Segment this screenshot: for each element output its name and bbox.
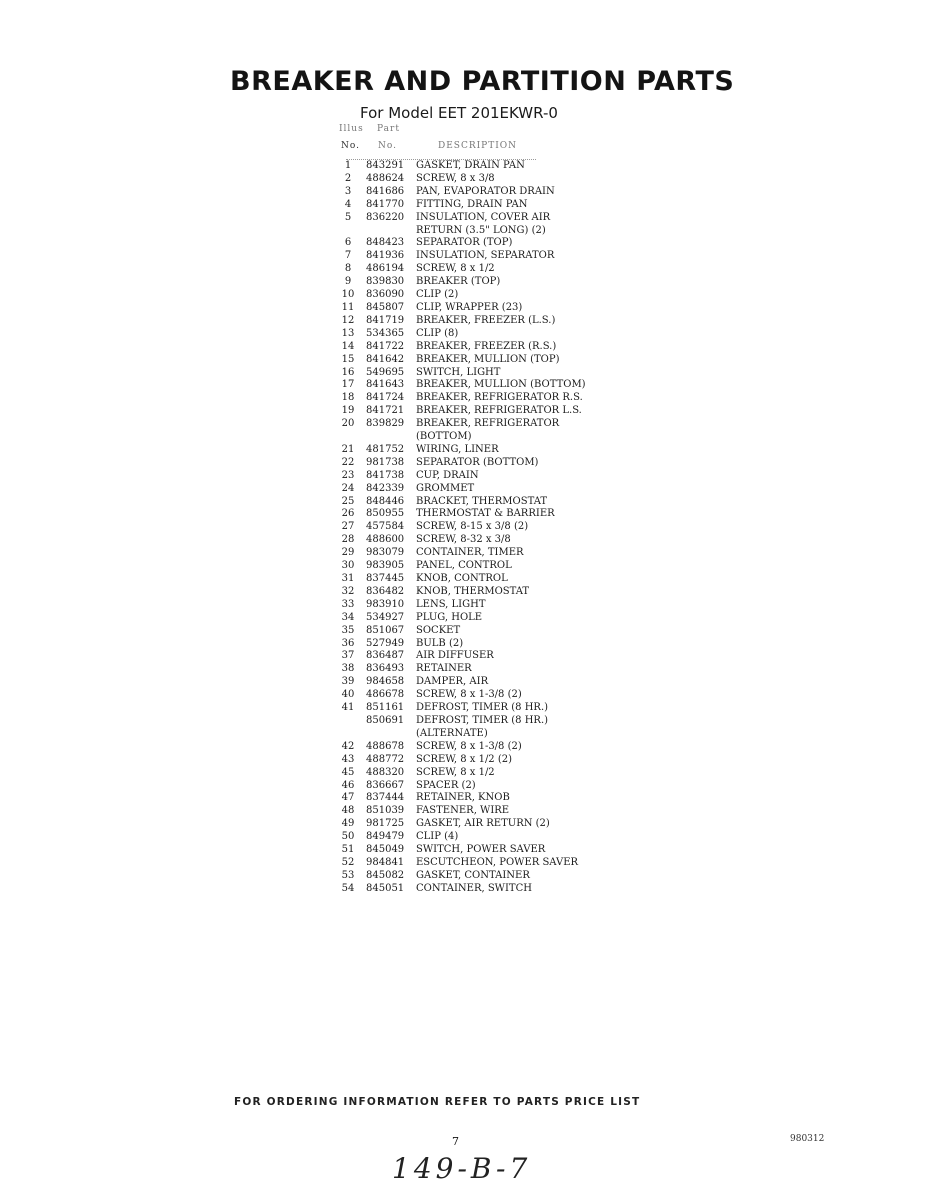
parts-row	[338, 457, 638, 470]
part-description: DAMPER, AIR	[416, 676, 489, 688]
illus-number: 4	[344, 198, 352, 210]
part-description: BREAKER, MULLION (BOTTOM)	[416, 379, 586, 391]
part-number: 841721	[366, 405, 405, 417]
part-description: KNOB, THERMOSTAT	[416, 585, 530, 597]
part-description: SEPARATOR (BOTTOM)	[416, 456, 539, 468]
part-description: CLIP (2)	[416, 289, 459, 301]
part-number: 486194	[366, 263, 405, 275]
part-number: 848446	[366, 495, 405, 507]
parts-row	[338, 883, 638, 896]
part-description: RETURN (3.5" LONG) (2)	[416, 224, 546, 236]
parts-row	[338, 483, 638, 496]
illus-number: 16	[341, 366, 355, 378]
part-number: 842339	[366, 482, 405, 494]
part-description: RETAINER, KNOB	[416, 792, 510, 804]
part-description: (BOTTOM)	[416, 431, 472, 443]
part-number: 836487	[366, 650, 405, 662]
illus-number: 8	[344, 263, 352, 275]
parts-row	[338, 715, 638, 728]
part-number: 488320	[366, 766, 405, 778]
parts-row	[338, 831, 638, 844]
part-number: 488772	[366, 753, 405, 765]
illus-number: 2	[344, 172, 352, 184]
illus-number: 45	[341, 766, 355, 778]
illus-number: 17	[341, 379, 355, 391]
part-description: BREAKER, REFRIGERATOR R.S.	[416, 392, 583, 404]
part-number: 850691	[366, 714, 405, 726]
parts-row	[338, 379, 638, 392]
part-number: 836667	[366, 779, 405, 791]
part-description: RETAINER	[416, 663, 472, 675]
document-number: 980312	[790, 1134, 825, 1144]
part-number: 849479	[366, 831, 405, 843]
handwritten-annotation: 149-B-7	[392, 1152, 532, 1185]
parts-row	[338, 212, 638, 225]
parts-row	[338, 560, 638, 573]
description-header: DESCRIPTION	[438, 141, 518, 151]
parts-row	[338, 418, 638, 431]
part-description: SCREW, 8-32 x 3/8	[416, 534, 511, 546]
parts-row	[338, 354, 638, 367]
illus-number: 34	[341, 611, 355, 623]
part-number: 841724	[366, 392, 405, 404]
part-description: DEFROST, TIMER (8 HR.)	[416, 714, 549, 726]
part-description: PLUG, HOLE	[416, 611, 483, 623]
parts-row	[338, 650, 638, 663]
illus-number: 24	[341, 482, 355, 494]
part-description: THERMOSTAT & BARRIER	[416, 508, 555, 520]
illus-number: 31	[341, 573, 355, 584]
illus-number: 10	[341, 289, 355, 301]
illus-number: 49	[341, 818, 355, 830]
parts-row	[338, 818, 638, 831]
illus-number: 20	[341, 418, 355, 430]
illus-number: 29	[341, 547, 355, 559]
part-description: ESCUTCHEON, POWER SAVER	[416, 856, 579, 868]
illus-number: 13	[341, 327, 355, 339]
illus-number	[338, 431, 358, 444]
parts-row	[338, 638, 638, 651]
illus-number: 12	[341, 314, 355, 326]
part-number: 843291	[366, 160, 405, 171]
model-subtitle: For Model EET 201EKWR-0	[360, 104, 558, 122]
parts-row	[338, 844, 638, 857]
parts-row	[338, 741, 638, 754]
part-description: DEFROST, TIMER (8 HR.)	[416, 702, 549, 714]
part-number: 841936	[366, 250, 405, 262]
part-description: BREAKER, REFRIGERATOR L.S.	[416, 405, 582, 417]
illus-number: 42	[341, 740, 355, 752]
parts-row	[338, 367, 638, 380]
part-number: 845807	[366, 301, 405, 313]
part-description: SPACER (2)	[416, 779, 476, 791]
part-number: 850955	[366, 508, 405, 520]
part-number: 549695	[366, 366, 405, 378]
part-number: 839829	[366, 418, 405, 430]
illus-number: 48	[341, 805, 355, 817]
illus-number: 39	[341, 676, 355, 688]
part-number: 837445	[366, 573, 405, 584]
parts-row	[338, 431, 638, 444]
part-description: SCREW, 8 x 1/2	[416, 766, 495, 778]
parts-row	[338, 754, 638, 767]
part-description: FITTING, DRAIN PAN	[416, 198, 528, 210]
parts-row	[338, 689, 638, 702]
parts-row	[338, 573, 638, 586]
parts-row	[338, 237, 638, 250]
part-number: 488678	[366, 740, 405, 752]
parts-row	[338, 496, 638, 509]
illus-number: 15	[341, 353, 355, 365]
parts-row	[338, 199, 638, 212]
parts-row	[338, 341, 638, 354]
illus-number: 18	[341, 392, 355, 404]
illus-number	[338, 715, 358, 728]
part-number: 841642	[366, 353, 405, 365]
part-number	[358, 225, 416, 238]
illus-number: 9	[344, 276, 352, 288]
illus-number: 7	[344, 250, 352, 262]
part-number: 851161	[366, 702, 405, 714]
parts-row	[338, 676, 638, 689]
illus-number: 1	[344, 160, 352, 171]
illus-number	[338, 728, 358, 741]
part-description: CLIP (8)	[416, 327, 459, 339]
part-number: 488600	[366, 534, 405, 546]
part-description: SCREW, 8 x 3/8	[416, 172, 495, 184]
parts-row	[338, 702, 638, 715]
parts-row	[338, 289, 638, 302]
part-description: GASKET, CONTAINER	[416, 869, 530, 881]
part-number: 845082	[366, 869, 405, 881]
part-description: SCREW, 8 x 1/2	[416, 263, 495, 275]
illus-number	[338, 225, 358, 238]
part-number: 845051	[366, 882, 405, 894]
part-number: 839830	[366, 276, 405, 288]
part-description: SWITCH, LIGHT	[416, 366, 501, 378]
illus-number: 21	[341, 443, 355, 455]
part-number: 848423	[366, 237, 405, 249]
part-number: 984841	[366, 856, 405, 868]
illus-number: 14	[341, 340, 355, 352]
part-number: 851067	[366, 624, 405, 636]
parts-row	[338, 586, 638, 599]
parts-row	[338, 625, 638, 638]
illus-number: 53	[341, 869, 355, 881]
part-number: 983910	[366, 598, 405, 610]
part-number: 841643	[366, 379, 405, 391]
part-description: WIRING, LINER	[416, 443, 499, 455]
part-number: 534365	[366, 327, 405, 339]
part-number: 984658	[366, 676, 405, 688]
parts-row	[338, 225, 638, 238]
parts-row	[338, 792, 638, 805]
parts-row	[338, 780, 638, 793]
part-number: 983905	[366, 560, 405, 572]
parts-row	[338, 470, 638, 483]
part-description: GASKET, AIR RETURN (2)	[416, 818, 550, 830]
part-number: 836493	[366, 663, 405, 675]
parts-row	[338, 521, 638, 534]
illus-number: 51	[341, 844, 355, 856]
part-number: 845049	[366, 844, 405, 856]
parts-row	[338, 805, 638, 818]
part-description: BREAKER (TOP)	[416, 276, 501, 288]
part-description: SCREW, 8 x 1-3/8 (2)	[416, 689, 522, 701]
part-number: 851039	[366, 805, 405, 817]
part-number: 527949	[366, 637, 405, 649]
part-header-line1: Part	[377, 124, 400, 134]
parts-row	[338, 276, 638, 289]
part-number: 457584	[366, 521, 405, 533]
illus-number: 19	[341, 405, 355, 417]
illus-number: 50	[341, 831, 355, 843]
part-number: 841722	[366, 340, 405, 352]
part-description: SCREW, 8 x 1-3/8 (2)	[416, 740, 522, 752]
illus-number: 40	[341, 689, 355, 701]
parts-row	[338, 870, 638, 883]
parts-row	[338, 160, 638, 173]
part-number: 836220	[366, 211, 405, 223]
illus-number: 36	[341, 637, 355, 649]
parts-row	[338, 302, 638, 315]
illus-number: 5	[344, 211, 352, 223]
part-description: CLIP, WRAPPER (23)	[416, 301, 523, 313]
ordering-footer: FOR ORDERING INFORMATION REFER TO PARTS PRICE LIST	[234, 1096, 641, 1108]
part-number: 841719	[366, 314, 405, 326]
part-description: SWITCH, POWER SAVER	[416, 844, 546, 856]
illus-number: 22	[341, 456, 355, 468]
part-number: 841770	[366, 198, 405, 210]
illus-number: 52	[341, 856, 355, 868]
part-description: (ALTERNATE)	[416, 727, 488, 739]
illus-number: 26	[341, 508, 355, 520]
parts-row	[338, 612, 638, 625]
part-number: 488624	[366, 172, 405, 184]
illus-number: 54	[341, 882, 355, 894]
part-description: INSULATION, SEPARATOR	[416, 250, 555, 262]
part-description: BREAKER, REFRIGERATOR	[416, 418, 560, 430]
part-description: FASTENER, WIRE	[416, 805, 510, 817]
illus-number: 38	[341, 663, 355, 675]
parts-row	[338, 663, 638, 676]
part-description: PAN, EVAPORATOR DRAIN	[416, 185, 555, 197]
part-number: 836090	[366, 289, 405, 301]
part-number: 486678	[366, 689, 405, 701]
page-title: BREAKER AND PARTITION PARTS	[230, 66, 735, 97]
part-description: CONTAINER, TIMER	[416, 547, 524, 559]
parts-row	[338, 392, 638, 405]
parts-row	[338, 444, 638, 457]
illus-number: 37	[341, 650, 355, 662]
part-number: 983079	[366, 547, 405, 559]
parts-row	[338, 547, 638, 560]
part-description: BULB (2)	[416, 637, 464, 649]
part-description: CLIP (4)	[416, 831, 459, 843]
part-description: SOCKET	[416, 624, 461, 636]
parts-row	[338, 315, 638, 328]
part-number	[358, 728, 416, 741]
part-description: SEPARATOR (TOP)	[416, 237, 513, 249]
part-description: AIR DIFFUSER	[416, 650, 494, 662]
parts-row	[338, 857, 638, 870]
part-number: 841738	[366, 469, 405, 481]
parts-list	[338, 160, 638, 896]
illus-number: 33	[341, 598, 355, 610]
illus-number: 11	[341, 301, 355, 313]
part-number	[358, 431, 416, 444]
part-description: BREAKER, FREEZER (R.S.)	[416, 340, 557, 352]
parts-row	[338, 508, 638, 521]
illus-number: 43	[341, 753, 355, 765]
illus-number: 32	[341, 585, 355, 597]
part-number: 836482	[366, 585, 405, 597]
parts-row	[338, 250, 638, 263]
parts-row	[338, 263, 638, 276]
parts-row	[338, 534, 638, 547]
parts-row	[338, 728, 638, 741]
illus-number: 46	[341, 779, 355, 791]
part-number: 481752	[366, 443, 405, 455]
parts-row	[338, 405, 638, 418]
part-header-line2: No.	[378, 141, 397, 151]
illus-number: 35	[341, 624, 355, 636]
parts-row	[338, 186, 638, 199]
parts-row	[338, 599, 638, 612]
part-description: BREAKER, MULLION (TOP)	[416, 353, 560, 365]
part-description: INSULATION, COVER AIR	[416, 211, 551, 223]
parts-row	[338, 328, 638, 341]
part-description: CUP, DRAIN	[416, 469, 479, 481]
part-description: GROMMET	[416, 482, 475, 494]
part-description: SCREW, 8-15 x 3/8 (2)	[416, 521, 529, 533]
part-description: PANEL, CONTROL	[416, 560, 512, 572]
part-number: 981738	[366, 456, 405, 468]
part-description: BRACKET, THERMOSTAT	[416, 495, 548, 507]
page-number: 7	[452, 1135, 459, 1148]
illus-number: 23	[341, 469, 355, 481]
illus-number: 25	[341, 495, 355, 507]
illus-number: 47	[341, 792, 355, 804]
part-description: LENS, LIGHT	[416, 598, 486, 610]
part-number: 837444	[366, 792, 405, 804]
illus-header-line2: No.	[341, 141, 360, 151]
part-description: SCREW, 8 x 1/2 (2)	[416, 753, 513, 765]
illus-number: 6	[344, 237, 352, 249]
part-description: BREAKER, FREEZER (L.S.)	[416, 314, 556, 326]
illus-number: 27	[341, 521, 355, 533]
illus-number: 41	[341, 702, 355, 714]
illus-number: 28	[341, 534, 355, 546]
illus-number: 3	[344, 185, 352, 197]
part-description: GASKET, DRAIN PAN	[416, 160, 525, 171]
illus-number: 30	[341, 560, 355, 572]
part-number: 534927	[366, 611, 405, 623]
part-description: KNOB, CONTROL	[416, 573, 508, 584]
illus-header-line1: Illus	[339, 124, 364, 134]
part-number: 841686	[366, 185, 405, 197]
parts-row	[338, 767, 638, 780]
part-number: 981725	[366, 818, 405, 830]
parts-row	[338, 173, 638, 186]
part-description: CONTAINER, SWITCH	[416, 882, 532, 894]
